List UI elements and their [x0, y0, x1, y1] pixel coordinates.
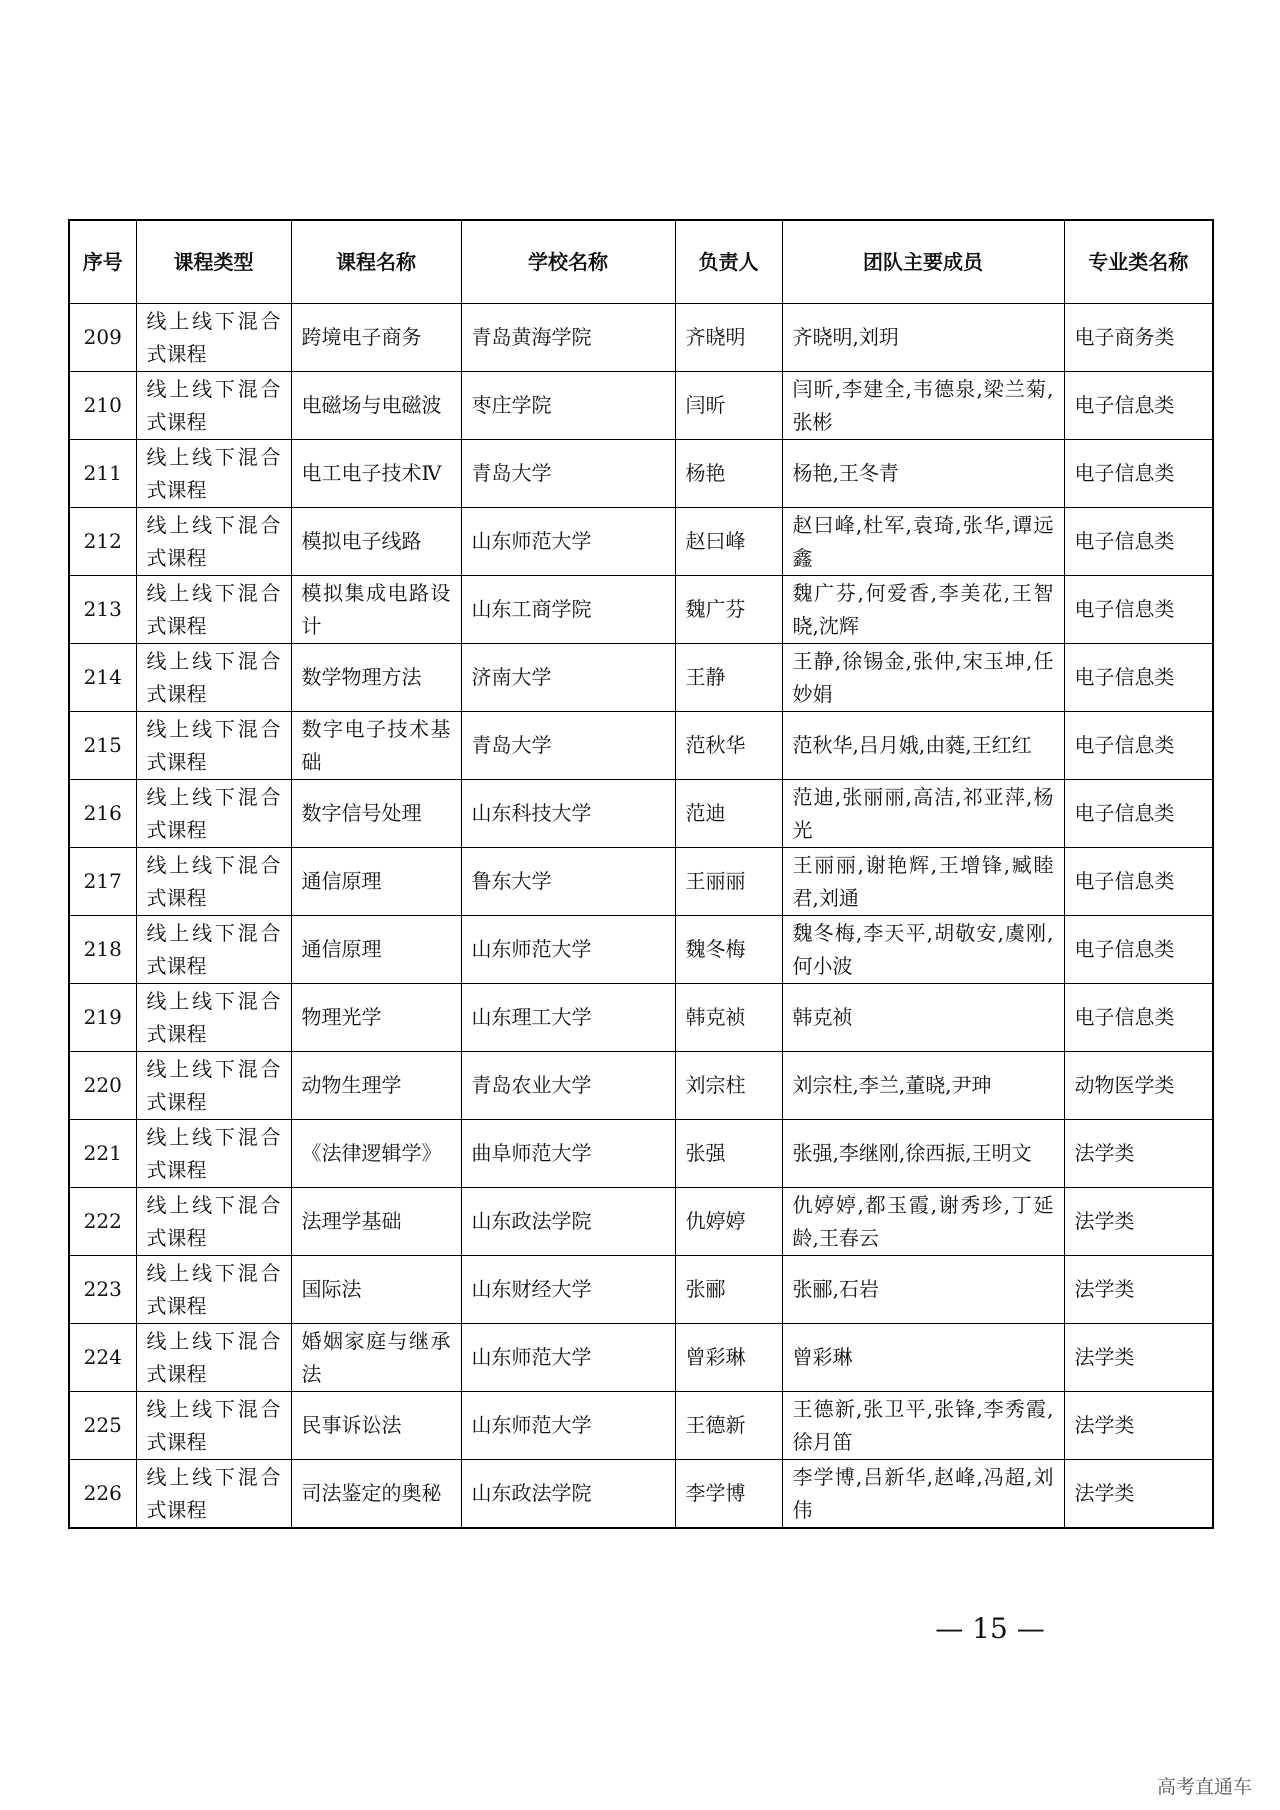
cell-course-name: 动物生理学: [291, 1052, 461, 1120]
cell-course-name: 通信原理: [291, 916, 461, 984]
cell-lead: 赵曰峰: [675, 508, 782, 576]
cell-course-type: 线上线下混合式课程: [136, 644, 291, 712]
cell-lead: 王丽丽: [675, 848, 782, 916]
cell-lead: 范秋华: [675, 712, 782, 780]
cell-index: 218: [69, 916, 136, 984]
cell-discipline: 电子信息类: [1064, 984, 1213, 1052]
table-row: [69, 1120, 1213, 1188]
page-number-container: [0, 1612, 1280, 1645]
cell-discipline: 电子信息类: [1064, 712, 1213, 780]
cell-team-members: 韩克祯: [782, 984, 1064, 1052]
table-header-row: [69, 220, 1213, 304]
cell-team-members: 范迪,张丽丽,高洁,祁亚萍,杨光: [782, 780, 1064, 848]
header-course-name: 课程名称: [291, 220, 461, 304]
cell-index: 221: [69, 1120, 136, 1188]
cell-course-name: 国际法: [291, 1256, 461, 1324]
course-table: [68, 219, 1214, 1529]
cell-discipline: 电子信息类: [1064, 576, 1213, 644]
cell-index: 226: [69, 1460, 136, 1529]
table-row: [69, 984, 1213, 1052]
header-lead: 负责人: [675, 220, 782, 304]
cell-course-name: 物理光学: [291, 984, 461, 1052]
cell-school-name: 济南大学: [461, 644, 675, 712]
cell-school-name: 曲阜师范大学: [461, 1120, 675, 1188]
cell-lead: 张强: [675, 1120, 782, 1188]
cell-index: 222: [69, 1188, 136, 1256]
table-row: [69, 1188, 1213, 1256]
cell-school-name: 青岛大学: [461, 712, 675, 780]
table-row: [69, 1460, 1213, 1529]
cell-team-members: 仇婷婷,都玉霞,谢秀珍,丁延龄,王春云: [782, 1188, 1064, 1256]
cell-index: 216: [69, 780, 136, 848]
cell-course-type: 线上线下混合式课程: [136, 1120, 291, 1188]
cell-course-name: 模拟集成电路设计: [291, 576, 461, 644]
cell-team-members: 赵曰峰,杜军,袁琦,张华,谭远鑫: [782, 508, 1064, 576]
table-row: [69, 372, 1213, 440]
cell-school-name: 青岛农业大学: [461, 1052, 675, 1120]
cell-discipline: 电子信息类: [1064, 644, 1213, 712]
cell-course-name: 模拟电子线路: [291, 508, 461, 576]
cell-discipline: 电子信息类: [1064, 780, 1213, 848]
cell-lead: 王静: [675, 644, 782, 712]
cell-team-members: 王德新,张卫平,张锋,李秀霞,徐月笛: [782, 1392, 1064, 1460]
table-row: [69, 440, 1213, 508]
cell-lead: 李学博: [675, 1460, 782, 1529]
cell-discipline: 电子信息类: [1064, 372, 1213, 440]
cell-course-type: 线上线下混合式课程: [136, 848, 291, 916]
cell-index: 223: [69, 1256, 136, 1324]
cell-school-name: 山东师范大学: [461, 508, 675, 576]
cell-team-members: 张郦,石岩: [782, 1256, 1064, 1324]
cell-school-name: 山东政法学院: [461, 1460, 675, 1529]
cell-index: 219: [69, 984, 136, 1052]
cell-school-name: 山东师范大学: [461, 916, 675, 984]
cell-course-name: 司法鉴定的奥秘: [291, 1460, 461, 1529]
cell-lead: 魏冬梅: [675, 916, 782, 984]
cell-school-name: 枣庄学院: [461, 372, 675, 440]
cell-course-type: 线上线下混合式课程: [136, 1460, 291, 1529]
cell-discipline: 法学类: [1064, 1392, 1213, 1460]
cell-discipline: 电子信息类: [1064, 848, 1213, 916]
table-row: [69, 304, 1213, 372]
cell-index: 211: [69, 440, 136, 508]
cell-course-name: 婚姻家庭与继承法: [291, 1324, 461, 1392]
cell-team-members: 齐晓明,刘玥: [782, 304, 1064, 372]
cell-lead: 仇婷婷: [675, 1188, 782, 1256]
cell-lead: 刘宗柱: [675, 1052, 782, 1120]
cell-course-name: 《法律逻辑学》: [291, 1120, 461, 1188]
cell-lead: 魏广芬: [675, 576, 782, 644]
header-discipline: 专业类名称: [1064, 220, 1213, 304]
header-index: 序号: [69, 220, 136, 304]
table-row: [69, 712, 1213, 780]
cell-course-name: 电磁场与电磁波: [291, 372, 461, 440]
cell-school-name: 山东财经大学: [461, 1256, 675, 1324]
cell-team-members: 杨艳,王冬青: [782, 440, 1064, 508]
cell-school-name: 山东科技大学: [461, 780, 675, 848]
cell-lead: 曾彩琳: [675, 1324, 782, 1392]
cell-lead: 齐晓明: [675, 304, 782, 372]
cell-index: 224: [69, 1324, 136, 1392]
table-row: [69, 780, 1213, 848]
table-row: [69, 916, 1213, 984]
cell-index: 220: [69, 1052, 136, 1120]
cell-team-members: 闫昕,李建全,韦德泉,梁兰菊,张彬: [782, 372, 1064, 440]
cell-course-name: 数字信号处理: [291, 780, 461, 848]
cell-team-members: 魏冬梅,李天平,胡敬安,虞刚,何小波: [782, 916, 1064, 984]
cell-discipline: 法学类: [1064, 1256, 1213, 1324]
cell-team-members: 王静,徐锡金,张仲,宋玉坤,任妙娟: [782, 644, 1064, 712]
cell-course-type: 线上线下混合式课程: [136, 916, 291, 984]
cell-discipline: 法学类: [1064, 1120, 1213, 1188]
cell-course-name: 法理学基础: [291, 1188, 461, 1256]
cell-course-type: 线上线下混合式课程: [136, 304, 291, 372]
cell-index: 215: [69, 712, 136, 780]
table-row: [69, 1324, 1213, 1392]
cell-index: 213: [69, 576, 136, 644]
page-number: — 15 —: [935, 1612, 1045, 1645]
cell-team-members: 曾彩琳: [782, 1324, 1064, 1392]
cell-course-name: 民事诉讼法: [291, 1392, 461, 1460]
cell-team-members: 范秋华,吕月娥,由蕤,王红红: [782, 712, 1064, 780]
cell-index: 209: [69, 304, 136, 372]
cell-team-members: 魏广芬,何爱香,李美花,王智晓,沈辉: [782, 576, 1064, 644]
cell-discipline: 电子信息类: [1064, 508, 1213, 576]
table-row: [69, 1256, 1213, 1324]
cell-course-type: 线上线下混合式课程: [136, 1256, 291, 1324]
cell-school-name: 山东师范大学: [461, 1392, 675, 1460]
table-row: [69, 576, 1213, 644]
cell-index: 217: [69, 848, 136, 916]
cell-school-name: 山东政法学院: [461, 1188, 675, 1256]
cell-lead: 张郦: [675, 1256, 782, 1324]
cell-school-name: 青岛大学: [461, 440, 675, 508]
table-body: [69, 304, 1213, 1529]
cell-course-type: 线上线下混合式课程: [136, 1392, 291, 1460]
cell-school-name: 青岛黄海学院: [461, 304, 675, 372]
cell-lead: 王德新: [675, 1392, 782, 1460]
cell-discipline: 电子信息类: [1064, 440, 1213, 508]
cell-index: 210: [69, 372, 136, 440]
cell-course-name: 数学物理方法: [291, 644, 461, 712]
cell-course-type: 线上线下混合式课程: [136, 712, 291, 780]
header-team-members: 团队主要成员: [782, 220, 1064, 304]
cell-discipline: 电子信息类: [1064, 916, 1213, 984]
cell-discipline: 法学类: [1064, 1324, 1213, 1392]
cell-index: 214: [69, 644, 136, 712]
cell-school-name: 山东理工大学: [461, 984, 675, 1052]
cell-lead: 闫昕: [675, 372, 782, 440]
cell-course-type: 线上线下混合式课程: [136, 1188, 291, 1256]
cell-discipline: 动物医学类: [1064, 1052, 1213, 1120]
cell-course-type: 线上线下混合式课程: [136, 508, 291, 576]
cell-index: 225: [69, 1392, 136, 1460]
cell-team-members: 张强,李继刚,徐西振,王明文: [782, 1120, 1064, 1188]
cell-course-name: 数字电子技术基础: [291, 712, 461, 780]
header-course-type: 课程类型: [136, 220, 291, 304]
cell-school-name: 鲁东大学: [461, 848, 675, 916]
cell-discipline: 法学类: [1064, 1460, 1213, 1529]
cell-course-name: 跨境电子商务: [291, 304, 461, 372]
cell-course-name: 电工电子技术Ⅳ: [291, 440, 461, 508]
cell-school-name: 山东师范大学: [461, 1324, 675, 1392]
cell-course-type: 线上线下混合式课程: [136, 984, 291, 1052]
cell-index: 212: [69, 508, 136, 576]
table-row: [69, 644, 1213, 712]
table-row: [69, 508, 1213, 576]
cell-course-name: 通信原理: [291, 848, 461, 916]
cell-school-name: 山东工商学院: [461, 576, 675, 644]
cell-course-type: 线上线下混合式课程: [136, 1324, 291, 1392]
table-row: [69, 848, 1213, 916]
cell-discipline: 电子商务类: [1064, 304, 1213, 372]
cell-course-type: 线上线下混合式课程: [136, 1052, 291, 1120]
table-row: [69, 1392, 1213, 1460]
cell-team-members: 刘宗柱,李兰,董晓,尹珅: [782, 1052, 1064, 1120]
cell-course-type: 线上线下混合式课程: [136, 780, 291, 848]
cell-discipline: 法学类: [1064, 1188, 1213, 1256]
cell-team-members: 李学博,吕新华,赵峰,冯超,刘伟: [782, 1460, 1064, 1529]
cell-course-type: 线上线下混合式课程: [136, 372, 291, 440]
cell-team-members: 王丽丽,谢艳辉,王增锋,臧睦君,刘通: [782, 848, 1064, 916]
cell-lead: 韩克祯: [675, 984, 782, 1052]
header-school-name: 学校名称: [461, 220, 675, 304]
cell-course-type: 线上线下混合式课程: [136, 440, 291, 508]
cell-lead: 范迪: [675, 780, 782, 848]
cell-course-type: 线上线下混合式课程: [136, 576, 291, 644]
cell-lead: 杨艳: [675, 440, 782, 508]
table-row: [69, 1052, 1213, 1120]
watermark: 高考直通车: [1156, 1776, 1252, 1798]
